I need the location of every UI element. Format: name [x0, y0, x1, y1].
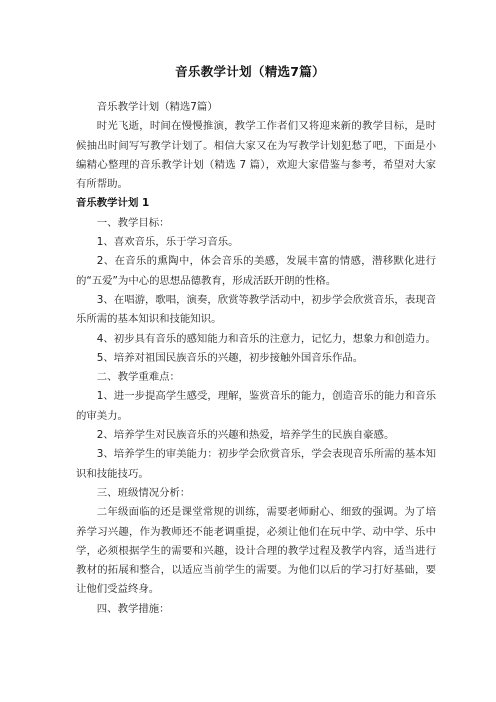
- intro-paragraph: 时光飞逝，时间在慢慢推演，教学工作者们又将迎来新的教学目标，是时候抽出时间写写教学计划了。相信大家又在为写教学计划犯愁了吧，下面是小编精心整理的音乐教学计划（精选 7 篇），欢迎大家借鉴与参考，希望对大家有所帮助。: [76, 120, 436, 191]
- key-point-item-3: 3、培养学生的审美能力：初步学会欣赏音乐，学会表现音乐所需的基本知识和技能技巧。: [76, 448, 436, 480]
- goal-item-4: 4、初步具有音乐的感知能力和音乐的注意力，记忆力，想象力和创造力。: [96, 332, 436, 345]
- section-heading-goals: 一、教学目标：: [96, 216, 170, 229]
- key-point-item-2: 2、培养学生对民族音乐的兴趣和热爱，培养学生的民族自豪感。: [96, 429, 395, 442]
- goal-item-3: 3、在唱游，歌唱，演奏，欣赏等教学活动中，初步学会欣赏音乐，表现音乐所需的基本知识和技能知识。: [76, 293, 436, 326]
- section-heading-key-points: 二、教学重难点：: [96, 371, 180, 384]
- goal-item-2: 2、在音乐的熏陶中，体会音乐的美感，发展丰富的情感，潜移默化进行的“五爱”为中心的思想品德教育，形成活跃开朗的性格。: [76, 255, 436, 287]
- intro-subtitle: 音乐教学计划（精选7篇）: [96, 101, 218, 113]
- section-heading-measures: 四、教学措施：: [96, 602, 170, 615]
- key-point-item-1: 1、进一步提高学生感受，理解，鉴赏音乐的能力，创造音乐的能力和音乐的审美力。: [76, 390, 436, 422]
- goal-item-1: 1、喜欢音乐，乐于学习音乐。: [96, 236, 239, 249]
- goal-item-5: 5、培养对祖国民族音乐的兴趣，初步接触外国音乐作品。: [96, 351, 364, 364]
- document-title: 音乐教学计划（精选7篇）: [175, 64, 325, 79]
- section-heading-class-analysis: 三、班级情况分析：: [96, 486, 191, 499]
- class-analysis-paragraph: 二年级面临的还是课堂常规的训练，需要老师耐心、细致的强调。为了培养学习兴趣，作为教师还不能老调重提，必须让他们在玩中学、动中学、乐中学，必须根据学生的需要和兴趣，设计合理的教学过程及教学内容，适当进行教材的拓展和整合，以适应当前学生的需要。为他们以后的学习打好基础，要让他们受益终身。: [76, 506, 436, 596]
- section-heading: 音乐教学计划 1: [76, 197, 150, 210]
